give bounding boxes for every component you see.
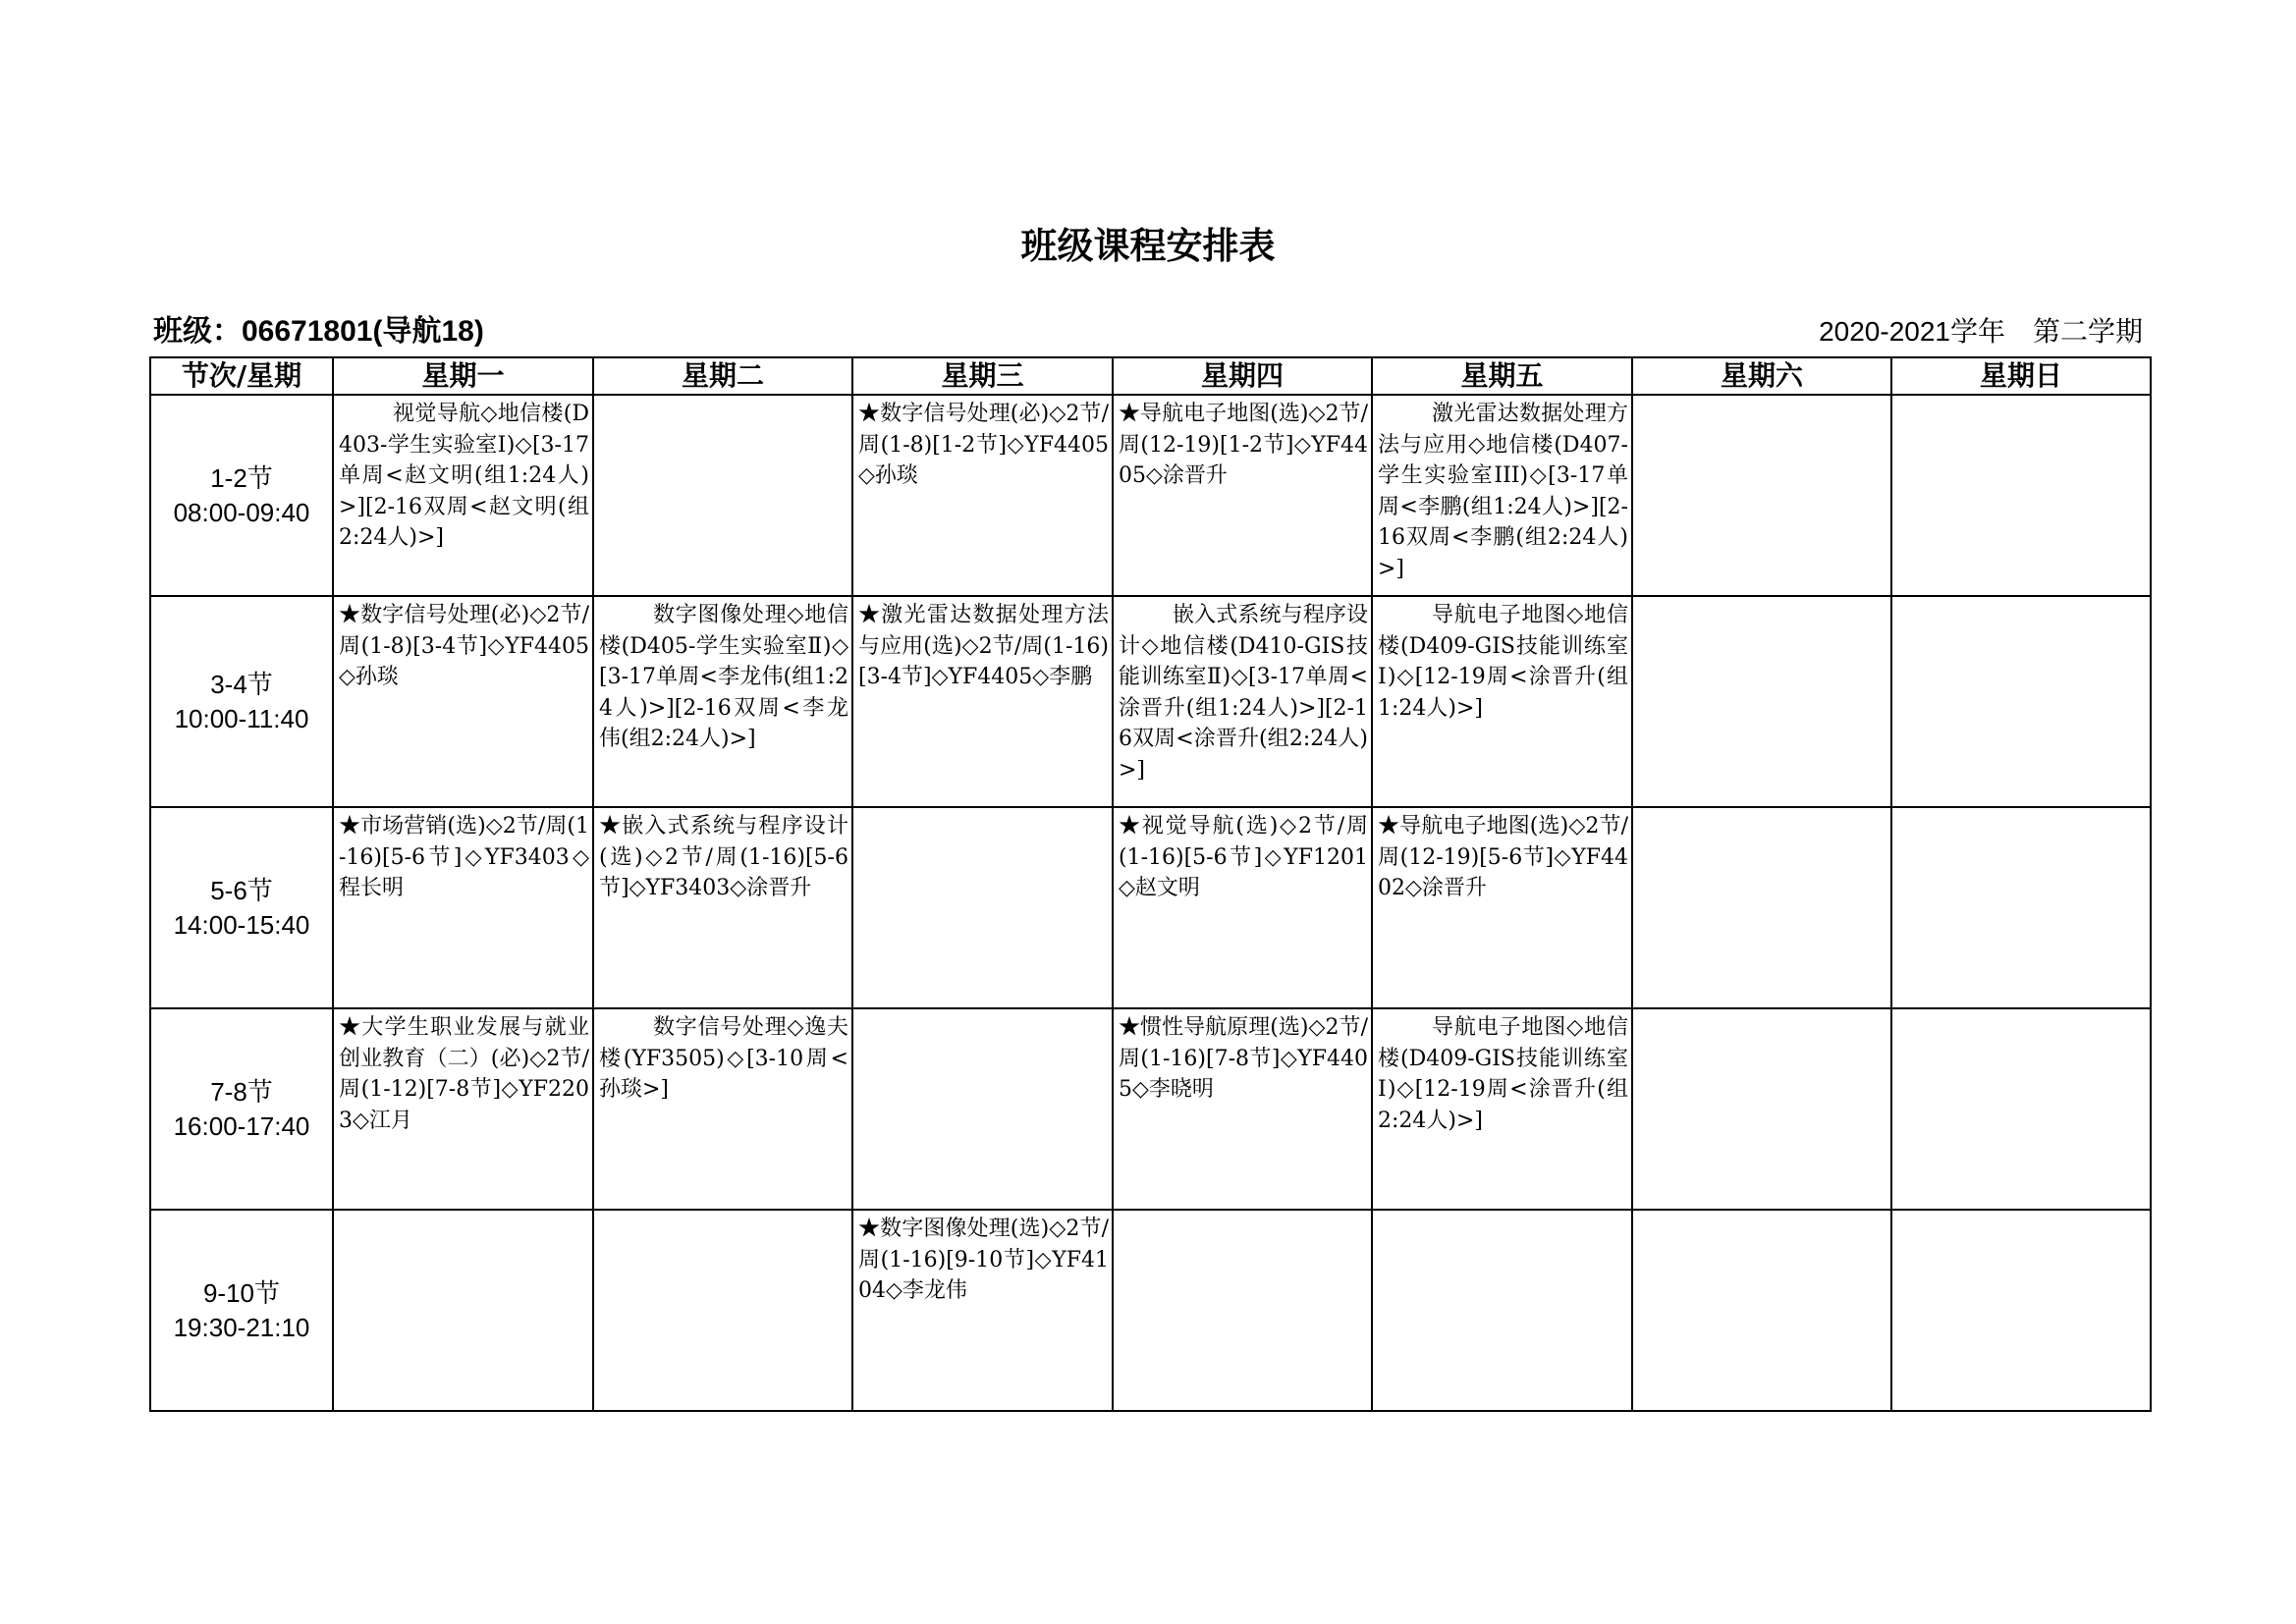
schedule-cell: [333, 807, 593, 1008]
period-time: 14:00-15:40: [173, 909, 310, 940]
period-cell: [150, 1008, 333, 1210]
class-label: 班级：06671801(导航18): [153, 315, 484, 348]
schedule-cell: [1891, 395, 2151, 596]
schedule-cell: [333, 1210, 593, 1411]
course-entry: [1892, 597, 2150, 600]
page-title: 班级课程安排表: [1020, 225, 1276, 267]
period-time: 16:00-17:40: [173, 1110, 310, 1141]
day-header-tue: 星期二: [593, 357, 852, 395]
schedule-cell: [333, 1008, 593, 1210]
table-row: [150, 807, 2151, 1008]
schedule-cell: [852, 596, 1113, 807]
schedule-cell: [593, 807, 852, 1008]
course-entry: [1633, 808, 1890, 811]
table-row: [150, 1008, 2151, 1210]
corner-header: 节次/星期: [150, 357, 333, 395]
schedule-cell: [1632, 807, 1891, 1008]
course-entry: [1633, 396, 1890, 399]
day-header-mon: 星期一: [333, 357, 593, 395]
course-entry: 数字信号处理◇逸夫楼(YF3505)◇[3-10周<孙琰>]: [599, 1015, 848, 1102]
course-entry: 嵌入式系统与程序设计◇地信楼(D410-GIS技能训练室Ⅱ)◇[3-17单周<涂晋升(组1:24人)>][2-16双周<涂晋升(组2:24人)>]: [1119, 603, 1368, 783]
schedule-cell: [1632, 395, 1891, 596]
schedule-cell: [1113, 596, 1372, 807]
course-entry: ★视觉导航(选)◇2节/周(1-16)[5-6节]◇YF1201◇赵文明: [1119, 814, 1368, 900]
term-label: [1375, 312, 2143, 352]
period-time: 19:30-21:10: [173, 1312, 310, 1342]
period-cell: [150, 395, 333, 596]
course-entry: ★激光雷达数据处理方法与应用(选)◇2节/周(1-16)[3-4节]◇YF4405◇李鹏: [858, 603, 1109, 689]
day-header-sun: 星期日: [1891, 357, 2151, 395]
schedule-cell: [1113, 1008, 1372, 1210]
course-entry: ★数字信号处理(必)◇2节/周(1-8)[3-4节]◇YF4405◇孙琰: [339, 603, 589, 689]
schedule-cell: [1891, 807, 2151, 1008]
course-entry: ★数字图像处理(选)◇2节/周(1-16)[9-10节]◇YF4104◇李龙伟: [858, 1217, 1109, 1303]
course-entry: [1892, 396, 2150, 399]
course-entry: 导航电子地图◇地信楼(D409-GIS技能训练室Ⅰ)◇[12-19周<涂晋升(组2:24人)>]: [1378, 1015, 1628, 1133]
period-label: 1-2节: [210, 462, 273, 493]
schedule-cell: [1372, 1210, 1632, 1411]
academic-year: 2020-2021学年: [1819, 316, 2005, 347]
schedule-cell: [852, 1008, 1113, 1210]
schedule-cell: [593, 1210, 852, 1411]
schedule-cell: [1372, 807, 1632, 1008]
schedule-cell: [1372, 596, 1632, 807]
day-header-wed: 星期三: [852, 357, 1113, 395]
course-entry: [1633, 597, 1890, 600]
schedule-cell: [593, 596, 852, 807]
course-entry: ★导航电子地图(选)◇2节/周(12-19)[1-2节]◇YF4405◇涂晋升: [1119, 402, 1368, 488]
course-entry: [1633, 1211, 1890, 1214]
day-header-fri: 星期五: [1372, 357, 1632, 395]
course-entry: ★导航电子地图(选)◇2节/周(12-19)[5-6节]◇YF4402◇涂晋升: [1378, 814, 1628, 900]
schedule-cell: [1372, 1008, 1632, 1210]
day-header-thu: 星期四: [1113, 357, 1372, 395]
semester: 第二学期: [2032, 316, 2143, 347]
schedule-cell: [1113, 807, 1372, 1008]
course-entry: 视觉导航◇地信楼(D403-学生实验室Ⅰ)◇[3-17单周<赵文明(组1:24人)>][2-16双周<赵文明(组2:24人)>]: [339, 402, 589, 550]
header-row: [150, 357, 2151, 395]
schedule-cell: [1632, 1008, 1891, 1210]
course-entry: [594, 396, 851, 399]
schedule-table: [149, 356, 2152, 1412]
course-entry: 激光雷达数据处理方法与应用◇地信楼(D407-学生实验室III)◇[3-17单周<李鹏(组1:24人)>][2-16双周<李鹏(组2:24人)>]: [1378, 402, 1628, 581]
period-time: 10:00-11:40: [174, 703, 309, 733]
schedule-cell: [852, 807, 1113, 1008]
schedule-cell: [852, 395, 1113, 596]
table-row: [150, 1210, 2151, 1411]
course-entry: [853, 1009, 1112, 1012]
schedule-cell: [1891, 596, 2151, 807]
schedule-cell: [333, 395, 593, 596]
course-entry: [853, 808, 1112, 811]
period-label: 7-8节: [210, 1076, 273, 1107]
schedule-cell: [333, 596, 593, 807]
period-cell: [150, 596, 333, 807]
schedule-cell: [1372, 395, 1632, 596]
course-entry: ★市场营销(选)◇2节/周(1-16)[5-6节]◇YF3403◇程长明: [339, 814, 589, 900]
period-label: 9-10节: [202, 1277, 281, 1308]
course-entry: [1892, 808, 2150, 811]
schedule-cell: [593, 395, 852, 596]
period-label: 5-6节: [210, 875, 273, 905]
course-entry: 导航电子地图◇地信楼(D409-GIS技能训练室Ⅰ)◇[12-19周<涂晋升(组1:24人)>]: [1378, 603, 1628, 721]
period-time: 08:00-09:40: [173, 497, 310, 527]
course-entry: ★大学生职业发展与就业创业教育（二）(必)◇2节/周(1-12)[7-8节]◇YF2203◇江月: [339, 1015, 589, 1133]
schedule-cell: [593, 1008, 852, 1210]
period-cell: [150, 807, 333, 1008]
schedule-cell: [1113, 395, 1372, 596]
course-entry: [1892, 1211, 2150, 1214]
table-row: [150, 395, 2151, 596]
schedule-cell: [1632, 1210, 1891, 1411]
day-header-sat: 星期六: [1632, 357, 1891, 395]
schedule-cell: [1632, 596, 1891, 807]
course-entry: ★惯性导航原理(选)◇2节/周(1-16)[7-8节]◇YF4405◇李晓明: [1119, 1015, 1368, 1102]
course-entry: [1892, 1009, 2150, 1012]
course-entry: [1633, 1009, 1890, 1012]
table-row: [150, 596, 2151, 807]
course-entry: 数字图像处理◇地信楼(D405-学生实验室Ⅱ)◇[3-17单周<李龙伟(组1:24人)>][2-16双周<李龙伟(组2:24人)>]: [599, 603, 848, 751]
course-entry: [334, 1211, 592, 1214]
schedule-cell: [1891, 1210, 2151, 1411]
schedule-cell: [852, 1210, 1113, 1411]
course-entry: ★嵌入式系统与程序设计(选)◇2节/周(1-16)[5-6节]◇YF3403◇涂晋升: [599, 814, 848, 900]
schedule-cell: [1113, 1210, 1372, 1411]
schedule-cell: [1891, 1008, 2151, 1210]
course-entry: [594, 1211, 851, 1214]
period-cell: [150, 1210, 333, 1411]
course-entry: ★数字信号处理(必)◇2节/周(1-8)[1-2节]◇YF4405◇孙琰: [858, 402, 1109, 488]
course-entry: [1373, 1211, 1631, 1214]
period-label: 3-4节: [210, 669, 273, 699]
course-entry: [1114, 1211, 1371, 1214]
